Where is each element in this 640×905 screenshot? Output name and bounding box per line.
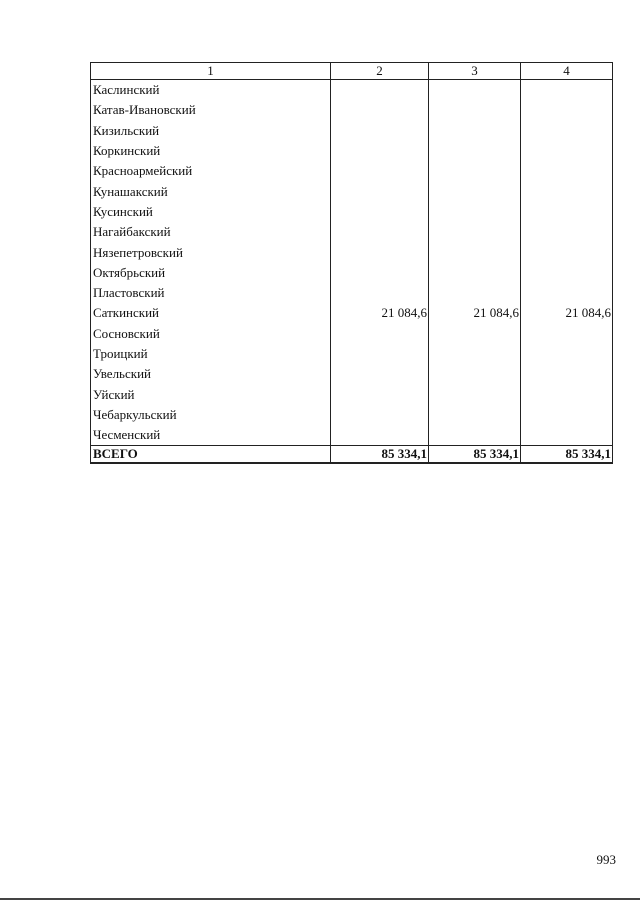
table-row [91, 222, 613, 242]
value-col4-cell [521, 324, 613, 344]
column-header-2: 2 [331, 63, 429, 80]
table-row [91, 141, 613, 161]
column-header-1: 1 [91, 63, 331, 80]
value-col2-cell [331, 100, 429, 120]
value-col4-cell [521, 283, 613, 303]
table-row [91, 384, 613, 404]
value-col2-cell: 21 084,6 [331, 303, 429, 323]
district-name-cell: Коркинский [91, 141, 331, 161]
value-col3-cell [429, 425, 521, 446]
table-row [91, 121, 613, 141]
value-col4-cell [521, 80, 613, 101]
district-name-cell: Чебаркульский [91, 405, 331, 425]
value-col2-cell [331, 202, 429, 222]
table-row [91, 100, 613, 120]
value-col2-cell [331, 222, 429, 242]
table-header-row [91, 63, 613, 80]
table-row [91, 364, 613, 384]
value-col2-cell [331, 181, 429, 201]
budget-table [90, 62, 613, 464]
district-name-cell: Кусинский [91, 202, 331, 222]
value-col3-cell [429, 100, 521, 120]
value-col2-cell [331, 283, 429, 303]
value-col2-cell [331, 242, 429, 262]
value-col4-cell [521, 425, 613, 446]
value-col4-cell [521, 405, 613, 425]
bottom-rule [0, 898, 640, 900]
value-col4-cell [521, 242, 613, 262]
value-col3-cell [429, 141, 521, 161]
total-value-col4: 85 334,1 [521, 446, 613, 464]
column-header-4: 4 [521, 63, 613, 80]
value-col2-cell [331, 324, 429, 344]
district-name-cell: Октябрьский [91, 263, 331, 283]
table-row [91, 263, 613, 283]
district-name-cell: Уйский [91, 384, 331, 404]
district-name-cell: Саткинский [91, 303, 331, 323]
value-col3-cell [429, 405, 521, 425]
page-number: 993 [596, 852, 616, 867]
value-col4-cell [521, 384, 613, 404]
district-name-cell: Сосновский [91, 324, 331, 344]
table-body [91, 80, 613, 446]
district-name-cell: Катав-Ивановский [91, 100, 331, 120]
column-header-3: 3 [429, 63, 521, 80]
value-col2-cell [331, 121, 429, 141]
district-name-cell: Нязепетровский [91, 242, 331, 262]
district-name-cell: Кизильский [91, 121, 331, 141]
value-col3-cell [429, 324, 521, 344]
value-col3-cell: 21 084,6 [429, 303, 521, 323]
table-row [91, 161, 613, 181]
table-row [91, 283, 613, 303]
value-col4-cell [521, 161, 613, 181]
value-col4-cell [521, 141, 613, 161]
table-row [91, 405, 613, 425]
value-col2-cell [331, 384, 429, 404]
value-col3-cell [429, 202, 521, 222]
value-col3-cell [429, 263, 521, 283]
district-name-cell: Увельский [91, 364, 331, 384]
table-row [91, 80, 613, 101]
district-name-cell: Кунашакский [91, 181, 331, 201]
table-row [91, 344, 613, 364]
district-name-cell: Каслинский [91, 80, 331, 101]
value-col2-cell [331, 344, 429, 364]
district-name-cell: Пластовский [91, 283, 331, 303]
value-col2-cell [331, 364, 429, 384]
value-col4-cell [521, 181, 613, 201]
value-col3-cell [429, 80, 521, 101]
value-col4-cell: 21 084,6 [521, 303, 613, 323]
value-col4-cell [521, 100, 613, 120]
value-col2-cell [331, 425, 429, 446]
total-row [91, 446, 613, 464]
value-col3-cell [429, 364, 521, 384]
value-col2-cell [331, 405, 429, 425]
value-col4-cell [521, 121, 613, 141]
total-value-col3: 85 334,1 [429, 446, 521, 464]
total-value-col2: 85 334,1 [331, 446, 429, 464]
district-name-cell: Чесменский [91, 425, 331, 446]
value-col3-cell [429, 242, 521, 262]
value-col3-cell [429, 121, 521, 141]
value-col2-cell [331, 263, 429, 283]
value-col3-cell [429, 181, 521, 201]
district-name-cell: Красноармейский [91, 161, 331, 181]
table-row [91, 202, 613, 222]
value-col4-cell [521, 344, 613, 364]
value-col3-cell [429, 222, 521, 242]
table-row [91, 242, 613, 262]
value-col4-cell [521, 222, 613, 242]
value-col2-cell [331, 141, 429, 161]
value-col3-cell [429, 384, 521, 404]
value-col2-cell [331, 80, 429, 101]
table-row [91, 303, 613, 323]
value-col3-cell [429, 161, 521, 181]
table-row [91, 324, 613, 344]
table-row [91, 425, 613, 446]
value-col4-cell [521, 364, 613, 384]
value-col4-cell [521, 202, 613, 222]
table-row [91, 181, 613, 201]
value-col4-cell [521, 263, 613, 283]
district-name-cell: Нагайбакский [91, 222, 331, 242]
value-col3-cell [429, 283, 521, 303]
total-label: ВСЕГО [91, 446, 331, 464]
district-name-cell: Троицкий [91, 344, 331, 364]
value-col2-cell [331, 161, 429, 181]
value-col3-cell [429, 344, 521, 364]
